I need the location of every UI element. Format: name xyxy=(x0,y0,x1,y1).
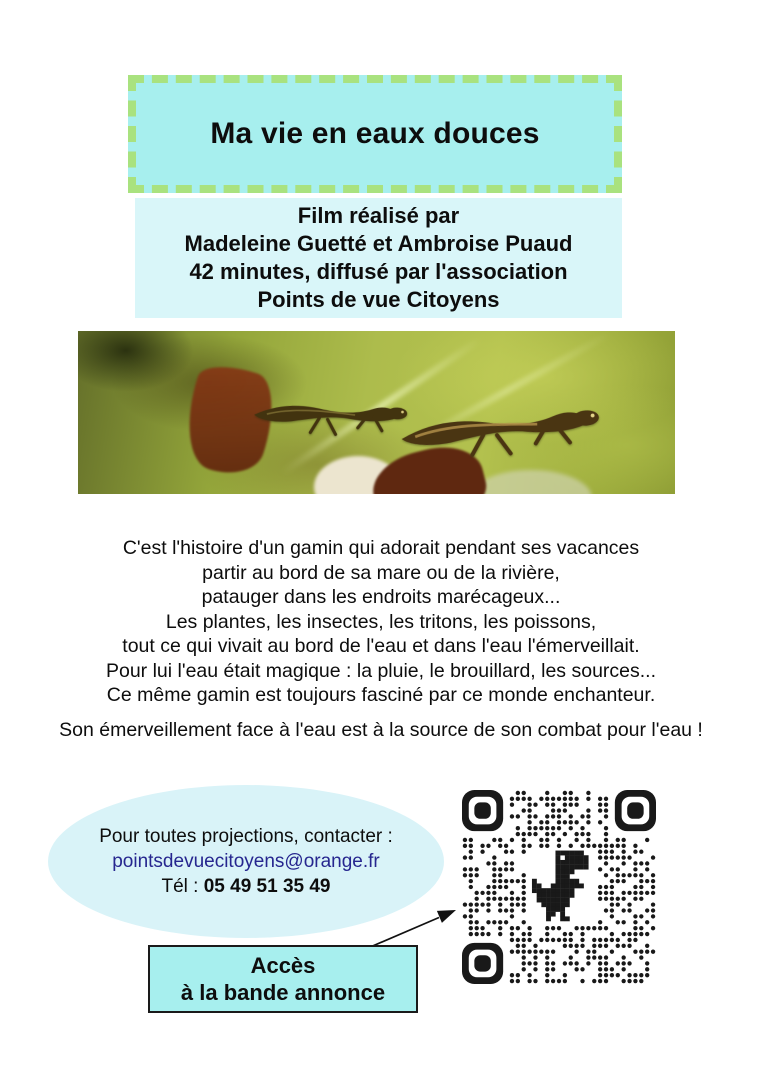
credits-line: Points de vue Citoyens xyxy=(257,287,500,312)
credits-line: Film réalisé par xyxy=(297,203,460,228)
newt-icon xyxy=(249,383,419,452)
pond-photo xyxy=(78,331,675,494)
newt-icon xyxy=(393,383,616,480)
tel-line xyxy=(161,874,330,899)
dino-icon xyxy=(532,851,589,922)
tel-label: Tél : xyxy=(161,876,204,897)
tel-number: 05 49 51 35 49 xyxy=(203,876,331,897)
film-title: Ma vie en eaux douces xyxy=(210,117,540,150)
access-line: à la bande annonce xyxy=(180,980,386,1005)
tagline: Son émerveillement face à l'eau est à la source de son combat pour l'eau ! xyxy=(59,719,703,741)
credits-line: 42 minutes, diffusé par l'association xyxy=(189,259,568,284)
credits-line: Madeleine Guetté et Ambroise Puaud xyxy=(184,231,573,256)
email-link[interactable]: pointsdevuecitoyens@orange.fr xyxy=(112,851,380,872)
title-box xyxy=(128,75,622,193)
credits-box xyxy=(135,198,622,318)
trailer-access-button[interactable] xyxy=(148,945,418,1013)
access-line: Accès xyxy=(250,953,316,978)
contact-intro: Pour toutes projections, contacter : xyxy=(99,826,393,847)
story-paragraph xyxy=(0,536,762,708)
story-line: tout ce qui vivait au bord de l'eau et dans l'eau l'émerveillait. xyxy=(122,635,640,657)
qr-code xyxy=(458,790,660,984)
story-line: Les plantes, les insectes, les tritons, les poissons, xyxy=(165,610,597,633)
story-line: C'est l'histoire d'un gamin qui adorait pendant ses vacances xyxy=(122,537,640,559)
story-line: partir au bord de sa mare ou de la rivière, xyxy=(202,561,560,584)
story-line: Ce même gamin est toujours fasciné par ce monde enchanteur. xyxy=(106,684,656,706)
story-line: Pour lui l'eau était magique : la pluie, le brouillard, les sources... xyxy=(105,659,657,682)
story-line: patauger dans les endroits marécageux... xyxy=(201,586,561,608)
